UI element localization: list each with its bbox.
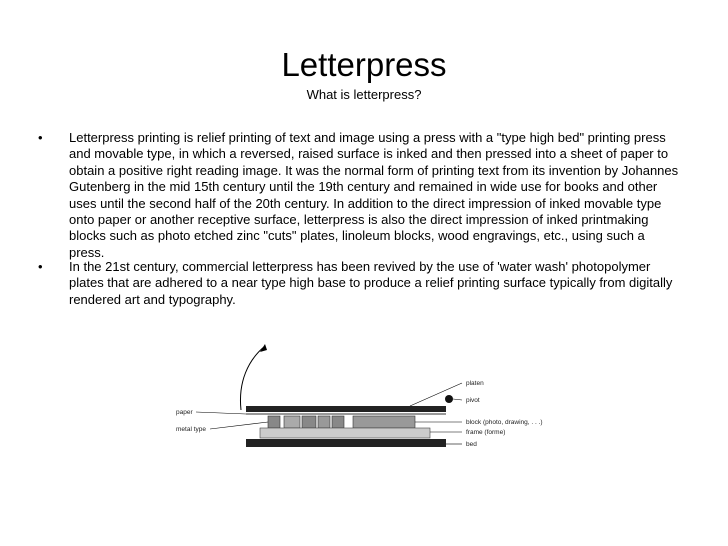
leader-line: [196, 412, 246, 414]
paper-sheet: [246, 413, 446, 415]
platen-bar: [246, 406, 446, 412]
pivot-dot: [445, 395, 453, 403]
frame-forme: [260, 428, 430, 438]
bullet-text: Letterpress printing is relief printing of text and image using a press with a "type high bed" printing press and movable type, in which a reversed, raised surface is inked and then pressed into a sheet of paper to obtain a positive right reading image. It was the normal form of printing text from its invention by Johannes Gutenberg in the mid 15th century until the 19th century and remained in wide use for books and other uses until the second half of the 20th century. In addition to the direct impression of inked movable type onto paper or another receptive surface, letterpress is also the direct impression of inked printmaking blocks such as photo etched zinc "cuts" plates, linoleum blocks, wood engravings, etc., using such a press.: [69, 130, 679, 260]
press-diagram-svg: [170, 342, 590, 460]
platen-swing-arrow: [240, 346, 265, 410]
label-paper: paper: [176, 409, 193, 416]
label-pivot: pivot: [466, 397, 480, 404]
leader-line: [453, 399, 462, 400]
letterpress-diagram: [170, 342, 590, 460]
label-frame: frame (forme): [466, 429, 506, 436]
leader-line: [410, 383, 462, 406]
bullet-marker: •: [38, 130, 43, 145]
metal-type-block: [284, 416, 300, 428]
label-platen: platen: [466, 380, 484, 387]
bullet-marker: •: [38, 259, 43, 274]
photo-block: [353, 416, 415, 428]
metal-type-block: [332, 416, 344, 428]
leader-line: [210, 422, 268, 429]
label-block: block (photo, drawing, . . .): [466, 419, 543, 426]
slide-title: Letterpress: [281, 46, 447, 83]
metal-type-block: [302, 416, 316, 428]
press-bed: [246, 439, 446, 447]
arrow-head: [260, 344, 267, 352]
metal-type-block: [268, 416, 280, 428]
label-bed: bed: [466, 441, 477, 448]
bullet-text: In the 21st century, commercial letterpress has been revived by the use of 'water wash' photopolymer plates that are adhered to a near type high base to produce a relief printing surface typically from digitally rendered art and typography.: [69, 259, 673, 307]
label-metal-type: metal type: [176, 426, 206, 433]
slide-subtitle: What is letterpress?: [306, 87, 422, 102]
metal-type-block: [318, 416, 330, 428]
